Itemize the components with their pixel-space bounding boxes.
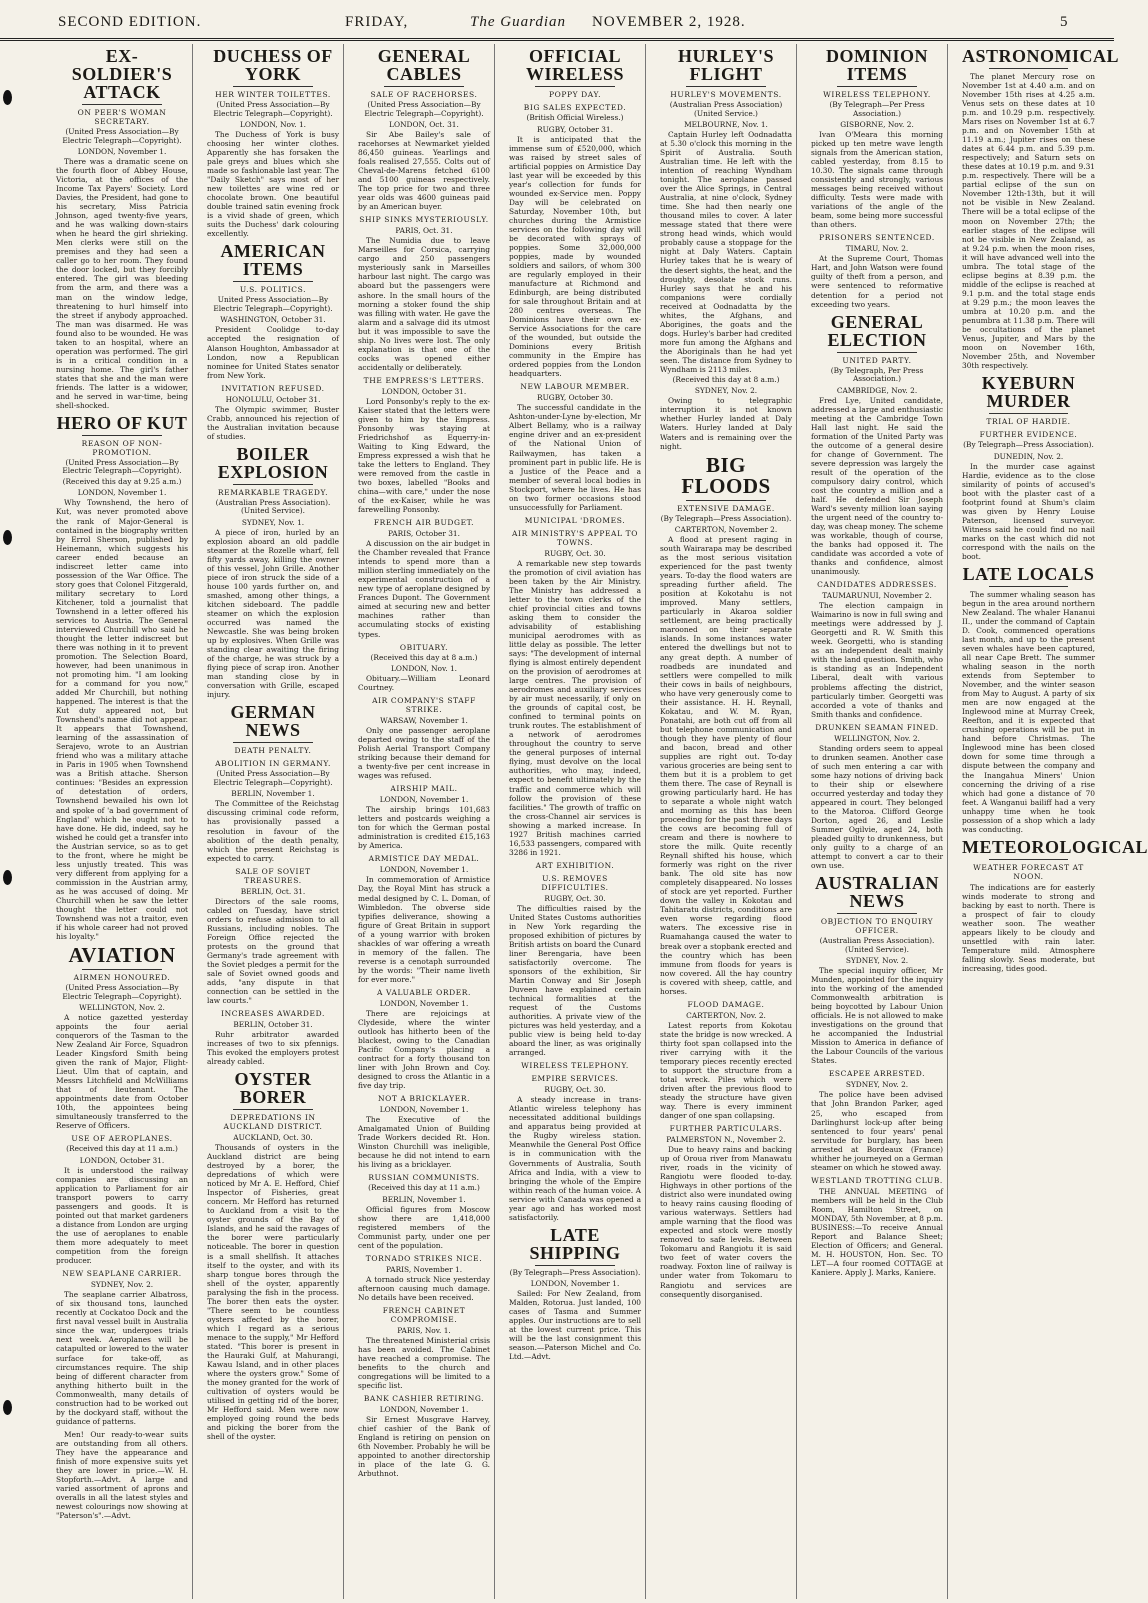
article	[56, 1134, 188, 1265]
divider	[837, 352, 916, 353]
article-body: President Coolidge to-day accepted the resignation of Alanson Houghton, Ambassador at London, now a Republican nominee for United States senator from New York.	[207, 325, 339, 380]
divider	[233, 281, 312, 282]
article-subheading: WIRELESS TELEPHONY.	[521, 1061, 629, 1071]
issue-date: NOVEMBER 2, 1928.	[592, 14, 746, 30]
article	[509, 1061, 641, 1070]
article	[811, 47, 943, 229]
divider	[233, 484, 312, 485]
article-body: Ivan O'Meara this morning picked up ten metre wave length signals from the American station, cabled yesterday, from 8.15 to 10.30. The signals came through consistently and strongly, various messages being received without difficulty. Tests were made with variations of the angle of the beam, some being more successful than others.	[811, 130, 943, 230]
article-headline: EX-SOLDIER'S ATTACK	[71, 46, 173, 102]
article-body: The election campaign in Waimarino is now in full swing and meetings were addressed by J. Georgetti and R. W. Smith this week. Georgetti, who is standing as an independent dealt mainly with the land question. Smith, who is standing as an Independent Liberal, dealt with various problems affecting the district, particularly timber. Georgetti was accorded a vote of thanks and Smith thanks and confidence.	[811, 601, 943, 719]
article	[207, 867, 339, 1005]
article-subheading: SALE OF SOVIET TREASURES.	[235, 866, 311, 885]
article-body: In commemoration of Armistice Day, the Royal Mint has struck a medal designed by C. L. Doman, of Wimbledon. The obverse side typifies deliverance, showing a figure of Great Britain in support of a young warrior with broken shackles of war offering a wreath in memory of the fallen. The reverse is a cenotaph surrounded by the words: "Their name liveth for ever more."	[358, 875, 490, 984]
article-dateline: LONDON, November 1.	[77, 488, 167, 498]
article	[207, 242, 339, 379]
article	[509, 103, 641, 378]
article	[509, 47, 641, 99]
article-dateline: DUNEDIN, Nov. 2.	[993, 451, 1064, 461]
column-2	[203, 44, 344, 1599]
article	[962, 46, 1120, 370]
article-credit: (By Telegraph—Press Association).	[509, 1267, 641, 1277]
article-credit: (United Press Association—By Electric Telegraph—Copyright).	[62, 127, 182, 145]
article-subheading: INVITATION REFUSED.	[221, 383, 325, 393]
article-dateline: CARTERTON, November 2.	[674, 525, 778, 535]
article-dateline: BERLIN, November 1.	[231, 789, 315, 799]
article-credit: (By Telegraph—Per Press Association.)	[829, 100, 925, 118]
article-dateline: RUGBY, Oct. 30.	[544, 893, 606, 903]
article-headline: DUCHESS OF YORK	[213, 46, 333, 84]
article-credit: (United Press Association—By Electric Telegraph—Copyright).	[213, 100, 333, 118]
column-4	[505, 44, 646, 1599]
article-body: Latest reports from Kokotau state the bridge is now wrecked. A thirty foot span collapsed into the river carrying with it the temporary pieces recently erected to support the structure from a total wreck. Piles which were driven after the previous flood to steady the structure have given way. There is every imminent danger of one span collapsing.	[660, 1020, 792, 1120]
article-dateline: RUGBY, Oct. 30.	[544, 548, 606, 558]
article-subheading: RUSSIAN COMMUNISTS.	[368, 1173, 480, 1183]
article-body: A steady increase in trans-Atlantic wireless telephony has necessitated additional buildings and apparatus being provided at the Rugby wireless station. Meanwhile the General Post Office is in communication with the Governments of Australia, South Africa and India, with a view to bringing the whole of the Empire within reach of the human voice. A service with Canada was opened a year ago and has worked most satisfactorily.	[509, 1095, 641, 1222]
article-dateline: RUGBY, October 31.	[537, 124, 613, 134]
article-subheading: CANDIDATES ADDRESSES.	[817, 580, 937, 590]
article-dateline: LONDON, November 1.	[77, 147, 167, 157]
article-credit: (By Telegraph—Press Association).	[660, 513, 792, 523]
article-body: A discussion on the air budget in the Chamber revealed that France intends to spend more than a million sterling immediately on the experimental construction of a new type of aeroplane designed by Frances Dupont. The Government aimed at securing new and better machines rather than accumulating stocks of existing types.	[358, 539, 490, 639]
article-credit: (Australian Press Association). (United Service).	[819, 936, 935, 954]
article-dateline: PARIS, November 1.	[385, 1264, 463, 1274]
divider	[989, 586, 1069, 587]
article-body: Only one passenger aeroplane departed owing to the staff of the Polish Aerial Transport Company striking because their demand for a twenty-five per cent increase in wages was refused.	[358, 726, 490, 781]
article-body: Fred Lye, United candidate, addressed a large and enthusiastic meeting at the Cambridge Town Hall last night. He said the formation of the United Party was the outcome of a general desire for change of Government. The severe depression was largely the result of the operation of the compulsory dairy control, which cost the country a million and a half. He defended Sir Joseph Ward's seventy million loan saying the urgent need of the country to-day, was cheap money. The scheme was workable, though of course, the banks had opposed it. The candidate was accorded a vote of thanks and confidence, almost unanimously.	[811, 395, 944, 577]
article-subheading: ART EXHIBITION.	[535, 860, 615, 870]
article-body: The indications are for easterly winds moderate to strong and backing by east to north. There is a prospect of fair to cloudy weather soon. The weather appears likely to be cloudy and unsettled with rain later. Temperature mild. Atmosphere falling slowly. Seas moderate, but increasing, tides good.	[962, 882, 1095, 974]
article	[207, 759, 339, 862]
article	[811, 1069, 943, 1171]
article-body: It is understood the railway companies are discussing an application to Parliament for air transport powers to carry passengers and goods. It is pointed out that market gardeners a distance from London are urging the use of aeroplanes to enable them more adequately to meet competition from the foreign producer.	[56, 1165, 188, 1266]
article	[509, 516, 641, 525]
article-dateline: CARTERTON, Nov. 2.	[686, 1010, 766, 1020]
article-dateline: LONDON, November 1.	[379, 998, 469, 1008]
divider	[233, 1109, 312, 1110]
article-subheading: WEATHER FORECAST AT NOON.	[973, 862, 1084, 881]
article	[207, 1009, 339, 1066]
article-dateline: WELLINGTON, Nov. 2.	[79, 1003, 165, 1013]
article-dateline: LONDON, Nov. 1.	[390, 664, 458, 674]
article	[358, 988, 490, 1090]
punch-hole-icon	[3, 90, 12, 105]
article-body: Due to heavy rains and backing up of Oroua river from Manawatu river, roads in the vicinity of Rangiotu were flooded to-day. Highways in other portions of the district also were inundated owing to heavy rains causing flooding of various waterways. Settlers had ample warning that the flood was expected and stock were mostly removed to safe levels. Between Tokomaru and Rangiotu it is said two feet of water covers the roadway. Foxton line of railway is under water from Tokomaru to Rangiotu and services are consequently disorganised.	[660, 1145, 792, 1299]
article-subheading: NOT A BRICKLAYER.	[377, 1094, 471, 1104]
article-subheading: INCREASES AWARDED.	[221, 1009, 325, 1018]
newspaper-title: The Guardian	[470, 14, 567, 30]
article-subheading: UNITED PARTY.	[842, 355, 912, 365]
article-body: Captain Hurley left Oodnadatta at 5.30 o'clock this morning in the Spirit of Australia. South Australian time. He left with the intention of reaching Wyndham tonight. The aeroplane passed over the Alice Springs, in Central Australia, at nine o'clock, Sydney time. She had then nearly one thousand miles to cover. A later message stated that there were strong head winds, which would probably cause a stoppage for the night at Daly Waters. Captain Hurley takes that he is weary of the desert sights, the heat, and the droughty, desolate stock runs. Hurley says that he and his companions were cordially received at Oodnadatta by the whites, the Afghans, and Aborigines, the goats and the dogs. Hurley's barber had credited more fun among the Afghans and the Aboriginals than he had yet seen. The distance from Sydney to Wyndham is 2113 miles.	[660, 130, 792, 374]
divider	[837, 86, 916, 87]
article	[509, 861, 641, 870]
article-subheading: TORNADO STRIKES NICE.	[365, 1253, 483, 1263]
received-note: (Received this day at 11 a.m.)	[368, 1183, 480, 1193]
article-subheading: NEW SEAPLANE CARRIER.	[62, 1269, 182, 1279]
article	[358, 784, 490, 850]
article-dateline: AUCKLAND, Oct. 30.	[233, 1133, 313, 1143]
article-dateline: MELBOURNE, Nov. 1.	[684, 120, 768, 130]
article-dateline: SYDNEY, Nov. 2.	[694, 386, 758, 396]
article	[56, 414, 188, 941]
edition-label: SECOND EDITION.	[58, 14, 202, 30]
article-body: Men! Our ready-to-wear suits are outstanding from all others. They have the appearance and finish of more expensive suits yet they are lower in price.—W. H. Stopforth.—Advt. A large and varied assortment of aprons and overalls in all the latest styles and newest colourings now showing at "Paterson's".—Advt.	[56, 1429, 188, 1521]
article-subheading: FURTHER EVIDENCE.	[979, 430, 1078, 440]
article-dateline: TIMARU, Nov. 2.	[845, 244, 909, 254]
article-body: The Numidia due to leave Marseilles for Corsica, carrying cargo and 250 passengers mysteriously sank in Marseilles harbour last night. The cargo was aboard but the passengers were ashore. In the small hours of the morning a stoker found the ship was filling with water. He gave the alarm and a salvage did its utmost but it was impossible to save the ship. No lives were lost. The only explanation is that one of the cocks was opened either accidentally or deliberately.	[358, 236, 490, 372]
article-body: A piece of iron, hurled by an explosion aboard an old paddle steamer at the Rozelle wharf, fell fifty yards away, killing the owner of this vessel, John Grille. Another piece of iron struck the side of a house 100 yards further on, and smashed, among other things, a kitchen sideboard. The paddle steamer on which the explosion occurred was named the Newcastle. She was being broken up by explosives. When Grille was standing clear awaiting the firing of the charge, he was struck by a flying piece of scrap iron. Another man standing close by in conversation with Grille, escaped injury.	[207, 527, 339, 700]
article-dateline: SYDNEY, Nov. 2.	[845, 1080, 909, 1090]
article	[811, 580, 943, 718]
article-body: There are rejoicings at Clydeside, where the winter outlook has hitherto been of the blackest, owing to the Canadian Pacific Company's placing a contract for a forty thousand ton liner with John Brown and Coy. designed to cross the Atlantic in a five day trip.	[358, 1008, 490, 1091]
article	[207, 703, 339, 755]
article-subheading: THE EMPRESS'S LETTERS.	[363, 375, 485, 385]
article-headline: KYEBURN MURDER	[981, 373, 1076, 412]
article-body: The threatened Ministerial crisis has been avoided. The Cabinet have reached a compromise. The benefits to the church and congregations will be limited to a specific list.	[358, 1336, 490, 1391]
article-dateline: LONDON, Nov. 1.	[239, 120, 307, 130]
divider	[535, 86, 614, 87]
article	[962, 374, 1095, 426]
article-body: A tornado struck Nice yesterday afternoon causing much damage. No details have been received.	[358, 1274, 490, 1303]
article-subheading: POPPY DAY.	[548, 90, 602, 99]
received-note: (Received this day at 8 a.m.)	[370, 652, 478, 662]
article	[358, 1094, 490, 1169]
article-dateline: LONDON, November 1.	[379, 865, 469, 875]
article	[358, 1254, 490, 1302]
article-body: Sir Abe Bailey's sale of racehorses at Newmarket yielded 86,450 guineas. Yearlings and foals realised 27,555. Colts out of Cheval-de-Marens fetched 6100 and 5100 guineas respectively. The top price for two and three year olds was 4600 guineas paid by an American buyer.	[358, 130, 490, 212]
article-dateline: LONDON, November 1.	[379, 1405, 469, 1415]
article-subheading: FRENCH AIR BUDGET.	[373, 518, 475, 528]
punch-hole-icon	[3, 530, 12, 545]
article	[56, 942, 188, 1131]
article-subheading: OBJECTION TO ENQUIRY OFFICER.	[820, 917, 934, 936]
article-body: The airship brings 101,683 letters and postcards weighing a ton for which the German postal administration is credited £15,163 by America.	[358, 805, 490, 851]
article	[207, 1070, 339, 1441]
article-credit: (United Press Association—By Electric Telegraph—Copyright).	[62, 457, 182, 476]
divider	[535, 1265, 614, 1266]
article-body: At the Supreme Court, Thomas Hart, and John Watson were found guilty of theft from a person, and were sentenced to reformative detention for a period not exceeding two years.	[811, 254, 943, 309]
article-subheading: BIG SALES EXPECTED.	[523, 103, 627, 112]
article	[811, 874, 943, 1065]
article-headline: GENERAL ELECTION	[827, 311, 927, 350]
article-headline: ASTRONOMICAL	[962, 46, 1120, 66]
article-headline: OFFICIAL WIRELESS	[525, 46, 625, 84]
article	[358, 643, 490, 693]
article-dateline: TAUMARUNUI, November 2.	[822, 591, 932, 601]
article-dateline: WASHINGTON, October 31.	[220, 315, 326, 325]
article-dateline: LONDON, Oct. 31.	[389, 120, 459, 130]
column-1	[52, 44, 193, 1599]
article	[56, 1430, 188, 1520]
column-3	[354, 44, 495, 1599]
article-dateline: BERLIN, November 1.	[382, 1194, 466, 1204]
divider	[82, 435, 161, 436]
article	[56, 1269, 188, 1425]
article-body: It is anticipated that the immense sum of £520,000, which was raised by street sales of artificial poppies on Armistice Day last year will be exceeded by this year's collection for funds for wounded ex-Service men. Poppy Day will be celebrated on Saturday, November 10th, but churches during the Armistice services on the following day will be decorated with sprays of poppies. Some 32,000,000 poppies, made by wounded soldiers and sailors, of whom 300 are regularly employed in their manufacture at Richmond and Edinburgh, are being distributed for sale throughout Britain and at 280 centres overseas. The Dominions have their own ex-Service Associations for the care of the wounded, but outside the Dominions every British community in the Empire has ordered poppies from the London headquarters.	[509, 134, 641, 379]
article-subheading: ABOLITION IN GERMANY.	[215, 759, 331, 769]
article	[660, 1000, 792, 1120]
article-dateline: LONDON, November 1.	[379, 795, 469, 805]
article-dateline: HONOLULU, October 31.	[225, 394, 321, 404]
article-dateline: BERLIN, Oct. 31.	[240, 886, 306, 896]
article-body: Obituary.—William Leonard Courtney.	[358, 674, 490, 693]
article-subheading: OBITUARY.	[399, 642, 449, 652]
article-subheading: WESTLAND TROTTING CLUB.	[811, 1175, 943, 1185]
article-body: Sir Ernest Musgrave Harvey, chief cashier of the Bank of England is retiring on pension on 6th November. Probably he will be appointed to another directorship in place of the late G. G. Arbuthnot.	[358, 1415, 490, 1479]
divider	[989, 859, 1069, 860]
article-dateline: LONDON, October 31.	[381, 386, 467, 396]
article-dateline: GISBORNE, Nov. 2.	[840, 120, 914, 130]
article-body: The police have been advised that John Brandon Parker, aged 25, who escaped from Darlinghurst lock-up after being sentenced to four years' penal servitude for burglary, has been arrested at Bordeaux (France) whither he journeyed on a German steamer on which he stowed away.	[811, 1090, 943, 1172]
article-headline: HERO OF KUT	[56, 412, 188, 433]
page-number: 5	[1060, 14, 1069, 30]
punch-hole-icon	[3, 1400, 12, 1415]
divider	[686, 86, 765, 87]
article-subheading: BANK CASHIER RETIRING.	[363, 1394, 485, 1404]
article-body: Sailed: For New Zealand, from Malden, Rotorua. Just landed, 100 cases of Tasma and Summer apples. Our instructions are to sell at the lowest current price. This will be the last consignment this season.—Paterson Michel and Co. Ltd.—Advt.	[509, 1289, 641, 1362]
article-subheading: DEPREDATIONS IN AUCKLAND DISTRICT.	[223, 1113, 323, 1132]
article-dateline: LONDON, November 1.	[379, 1105, 469, 1115]
article-subheading: AIR COMPANY'S STAFF STRIKE.	[372, 696, 476, 715]
article-body: The seaplane carrier Albatross, of six thousand tons, launched recently at Cockatoo Dock and the first naval vessel built in Australia since the war, undergoes trials next week. Aeroplanes will be catapulted or lowered to the water surface for take-off, as circumstances require. The ship being of different character from anything hitherto built in the Commonwealth, many details of construction had to be worked out by the dockyard staff, without the guidance of patterns.	[56, 1290, 188, 1426]
article	[660, 47, 792, 451]
article-subheading: EMPIRE SERVICES.	[531, 1074, 619, 1084]
article-subheading: U.S. REMOVES DIFFICULTIES.	[541, 873, 609, 892]
article-dateline: RUGBY, October 30.	[537, 393, 613, 403]
article-body: The Olympic swimmer, Buster Crabb, announced his rejection of the Australian invitation because of studies.	[207, 404, 339, 441]
article-body: The summer whaling season has begun in the area around northern New Zealand. The whaler Hananui II., under the command of Captain D. Cook, commenced operations last month, and up to the present seven whales have been captured, all near Cape Brett. The summer whaling season in the north extends from September to November, and the winter season from May to August. A party of six men are now engaged at the Inglewood mine at Murray Creek, Reefton, and it is expected that crushing operations will be put in hand before Christmas. The Inglewood mine has been closed down for some time through a dispute between the company and the Inangahua Miners' Union concerning the driving of a rise which had gone a distance of 70 feet. A Wanganui bailiff had a very unhappy time when he took possession of a shop which a lady was conducting.	[962, 589, 1095, 834]
article-credit: (British Official Wireless.)	[526, 113, 624, 122]
article-subheading: DRUNKEN SEAMAN FINED.	[815, 722, 939, 732]
article-body: Owing to telegraphic interruption it is not known whether Hurley landed at Daly Waters. Hurley landed at Daly Waters and is remaining over the night.	[660, 396, 792, 451]
article-dateline: LONDON, November 1.	[530, 1279, 620, 1289]
article	[811, 1176, 943, 1277]
article-credit: United Press Association—By Electric Telegraph—Copyright).	[213, 295, 333, 313]
article-dateline: CAMBRIDGE, Nov. 2.	[836, 385, 918, 395]
divider	[989, 68, 1069, 69]
received-note: (Received this day at 11 a.m.)	[66, 1144, 178, 1154]
divider	[989, 413, 1069, 414]
column-7	[958, 44, 1148, 1599]
article-subheading: REMARKABLE TRAGEDY.	[217, 487, 329, 497]
masthead	[0, 0, 1114, 41]
article-headline: BIG FLOODS	[681, 452, 771, 498]
article-subheading: NEW LABOUR MEMBER.	[520, 382, 630, 392]
article-body: The Duchess of York is busy choosing her winter clothes. Apparently she has forsaken the pale greys and blues which she made so fashionable last year. The "Daily Sketch" says most of her new toilettes are wine red or chocolate brown. One beautiful double trained satin evening frock is a vivid shade of green, which suits the Duchess' dark colouring excellently.	[207, 130, 339, 239]
article-dateline: SYDNEY, Nov. 2.	[845, 956, 909, 966]
article-headline: BOILER EXPLOSION	[217, 443, 329, 482]
newspaper-columns	[52, 44, 1148, 1599]
article	[509, 1226, 641, 1362]
article-subheading: DEATH PENALTY.	[234, 746, 312, 756]
article-dateline: PARIS, Oct. 31.	[395, 226, 453, 236]
article	[811, 233, 943, 308]
divider	[82, 969, 161, 970]
article-subheading: FLOOD DAMAGE.	[687, 999, 765, 1009]
article-subheading: A VALUABLE ORDER.	[376, 987, 472, 997]
article	[207, 384, 339, 441]
article	[660, 452, 792, 996]
article-dateline: BERLIN, October 31.	[233, 1020, 313, 1029]
article-dateline: PALMERSTON N., November 2.	[666, 1135, 786, 1145]
article-body: A flood at present raging in south Wairarapa may be described as the most serious visitation experienced for the past twenty years. To-day the flood waters are spreading further afield. The position at Kokotahu is not improved. Many settlers, particularly in Akaroa soldier settlement, are being practically marooned on their separate islands. In some instances water entered the dwellings but not to any great depth. A number of roadbeds are inundated and settlers were compelled to milk their cows in bails of neighbours, who have very generously come to their assistance. H. H. Reynall, Kokatau, and W. M. Ryan, Ponatahi, are both cut off from all but telephone communication and though they have plenty of flour and bacon, bread and other supplies are right out. To-day various groceries are being sent to them but it is a problem to get them there. The case of Reynall is growing particularly hard. He has to separate a whole night watch and morning as this has been proceeding for the past three days the cows are becoming full of cream and there is nowhere to store the milk. Quite recently Reynall shifted his house, which formerly was right on the river bank. The old site has now completely disappeared. No losses of stock are yet reported. Further down the valley in Kokotau and Tahitaratu districts, conditions are even worse regarding flood waters. The excessive rise in Ruamahanga caused the water to break over a stopbank erected and the country which has been immune from floods for years is now covered. All the hay country is covered with sheep, cattle, and horses.	[660, 535, 792, 996]
article	[358, 215, 490, 371]
article	[962, 430, 1095, 561]
article-dateline: SYDNEY, Nov. 2.	[90, 1280, 154, 1290]
divider	[82, 104, 161, 105]
article	[509, 1074, 641, 1221]
article-subheading: U.S. POLITICS.	[239, 285, 307, 295]
article-credit: (United Press Association—By Electric Telegraph—Copyright).	[213, 769, 333, 787]
article	[811, 313, 943, 577]
article-subheading: SHIP SINKS MYSTERIOUSLY.	[359, 215, 489, 225]
article-body: The special inquiry officer, Mr Munden, appointed for the inquiry into the working of the amended Commonwealth arbitration is being boycotted by Labour Union officials. He is not allowed to make investigations on the ground that he accompanied the Industrial Mission to America in defiance of the Labour Councils of the various States.	[811, 966, 943, 1066]
article-subheading: ARMISTICE DAY MEDAL.	[368, 854, 480, 864]
article-dateline: WARSAW, November 1.	[380, 716, 468, 726]
article-body: Thousands of oysters in the Auckland district are being destroyed by a borer, the depredations of which were noticed by Mr A. E. Hefford, Chief Inspector of Fisheries, great concern. Mr Hefford has returned to Auckland from a visit to the oyster grounds of the Bay of Islands, and he said the ravages of the borer were particularly noticeable. The borer in question is a small shellfish. It attaches itself to the oyster, and with its sharp tongue bores through the shell of the oyster, apparently paralysing the fish in the process. The borer then eats the oyster. "There seem to be countless oysters affected by the borer, which I regard as a serious menace to the supply," Mr Hefford stated. "This borer is present in the Hauraki Gulf, at Mahurangi, Kawau Island, and in other places where the oysters grow." Some of the money granted for the work of cultivation of oysters would be utilised in getting rid of the borer, Mr Hefford said. Men were now employed going round the beds and picking the borer from the shell of the oyster.	[207, 1143, 339, 1442]
received-note: (Received this day at 9.25 a.m.)	[62, 476, 182, 486]
article-body: The successful candidate in the Ashton-under-Lyne by-election, Mr Albert Bellamy, who is a railway engine driver and an ex-president of the National Union of Railwaymen, has taken a prominent part in public life. He is a Justice of the Peace and a member of several local bodies in Stockport, where he lives. He has on two former occasions stood unsuccessfully for Parliament.	[509, 403, 641, 512]
article-credit: (By Telegraph—Press Association).	[963, 440, 1094, 450]
article-headline: AUSTRALIAN NEWS	[814, 873, 940, 912]
article	[509, 874, 641, 1058]
article	[358, 1173, 490, 1250]
article-headline: LATE SHIPPING	[529, 1224, 621, 1263]
article-headline: GENERAL CABLES	[377, 46, 471, 84]
article-subheading: MUNICIPAL 'DROMES.	[524, 515, 626, 525]
article	[207, 445, 339, 700]
article-credit: (Australian Press Association) (United Service.)	[669, 100, 783, 118]
article	[660, 1124, 792, 1299]
article-subheading: PRISONERS SENTENCED.	[819, 233, 935, 243]
divider	[384, 86, 463, 87]
article-credit: (Australian Press Association). (United Service).	[215, 497, 331, 516]
article-subheading: HURLEY'S MOVEMENTS.	[670, 90, 782, 99]
divider	[233, 742, 312, 743]
article-subheading: AIRMEN HONOURED.	[73, 972, 171, 982]
article	[358, 376, 490, 514]
article-credit: (United Press Association—By Electric Telegraph—Copyright).	[364, 100, 484, 118]
article-body: The Committee of the Reichstag discussing criminal code reform, has provisionally passed a resolution in favour of the abolition of the death penalty, which the present Reichstag is expected to carry.	[207, 799, 339, 863]
article	[207, 47, 339, 238]
article-body: Lord Ponsonby's reply to the ex-Kaiser stated that the letters were given to him by the Empress. Ponsonby was staying at Friedrichshof as Equerry-in-Waiting to King Edward, the Empress expressed a wish that he take the letters to England. They were removed from the castle in two boxes, labelled "Books and china—with care," under the nose of the ex-Kaiser, while he was farewelling Ponsonby.	[358, 396, 490, 515]
column-5	[656, 44, 797, 1599]
article-subheading: SALE OF RACEHORSES.	[370, 90, 478, 99]
divider	[837, 913, 916, 914]
article-body: The Executive of the Amalgamated Union of Building Trade Workers decided Rt. Hon. Winston Churchill was ineligible, because he did not intend to earn his living as a bricklayer.	[358, 1115, 490, 1170]
article-subheading: USE OF AEROPLANES.	[71, 1134, 173, 1144]
article-headline: AVIATION	[68, 942, 176, 967]
article-dateline: LONDON, October 31.	[79, 1155, 165, 1165]
article	[358, 1306, 490, 1390]
article-body: The difficulties raised by the United States Customs authorities in New York regarding the proposed exhibition of pictures by British artists on board the Cunard liner Berengaria, have been satisfactorily overcome. The sponsors of the exhibition, Sir Martin Conway and Sir Joseph Duveen have explained certain technical formalities at the request of the Customs authorities. A private view of the pictures was held yesterday, and a public view is being held to-day aboard the liner, as was originally arranged.	[509, 903, 641, 1058]
article-dateline: PARIS, Nov. 1.	[397, 1326, 451, 1336]
article-headline: METEOROLOGICAL	[962, 836, 1148, 857]
day-label: FRIDAY,	[345, 14, 409, 30]
article-headline: DOMINION ITEMS	[826, 46, 928, 84]
article-subheading: FRENCH CABINET COMPROMISE.	[382, 1306, 466, 1325]
article-subheading: AIRSHIP MAIL.	[390, 784, 458, 794]
article-subheading: WIRELESS TELEPHONY.	[823, 90, 931, 99]
article	[358, 854, 490, 983]
article-subheading: REASON OF NON-PROMOTION.	[81, 438, 163, 457]
article-body: Standing orders seem to appeal to drunken seamen. Another case of such men entering a car with some hazy notions of driving back to their ship or elsewhere occurred yesterday and today they appeared in court. They belonged to the Matoroa. Clifford George Dorton, aged 26, and Leslie Summer Ogilvie, aged 24, both pleaded guilty to drunkenness, but only guilty to a charge of an attempt to convert a car to their own use.	[811, 743, 943, 871]
article-headline: AMERICAN ITEMS	[220, 241, 326, 280]
divider	[233, 86, 312, 87]
article-headline: OYSTER BORER	[234, 1069, 312, 1108]
article-headline: HURLEY'S FLIGHT	[677, 46, 775, 84]
article	[358, 518, 490, 638]
article-body: In the murder case against Hardie, evidence as to the close similarity of points of accused's boot with the plaster cast of a footprint found at Shum's claim was given by Henry Louise Paterson, licensed surveyor. Witness said he could find no nail marks on the cast which did not correspond with the nails on the boot.	[962, 461, 1095, 561]
article	[811, 723, 943, 870]
article	[962, 565, 1095, 834]
article	[962, 836, 1148, 974]
received-note: (Received this day at 8 a.m.)	[672, 374, 780, 384]
article-body: The planet Mercury rose on November 1st at 4.40 a.m. and on November 15th rises at 4.25 a.m. Venus sets on these dates at 10 p.m. and 10.29 p.m. respectively. Mars rises on November 1st at 6.7 p.m. and on November 15th at 11.19 a.m.; Jupiter rises on these dates at 6.44 p.m. and 5.39 p.m. respectively; and Saturn sets on these dates at 10.19 p.m. and 9.31 p.m. respectively. There will be a partial eclipse of the sun on November 12th-13th, but it will not be visible in New Zealand. There will be a total eclipse of the moon on November 27th; the earlier stages of the eclipse will not be visible in New Zealand, as at 9.24 p.m. when the moon rises, it will have advanced well into the umbra. The total stage of the eclipse begins at 8.39 p.m. the middle of the eclipse is reached at 9.1 p.m. and the total stage ends at 9.29 p.m.; the moon leaves the umbra at 10.20 p.m. and the penumbra at 11.38 p.m. There will be occultations of the planet Venus, Jupiter, and Mars by the moon on November 16th, November 25th, and November 30th respectively.	[962, 72, 1095, 370]
article-dateline: PARIS, October 31.	[388, 529, 460, 539]
article-body: A remarkable new step towards the promotion of civil aviation has been taken by the Air Ministry. The Ministry has addressed a letter to the town clerks of the chief provincial cities and towns asking them to consider the advisability of establishing municipal aerodromes with as little delay as possible. The letter says: "The development of internal flying is almost entirely dependent on the provision of aerodromes at large centres. The provision of aerodromes and auxiliary services by air must necessarily, if only on the grounds of capital cost, be confined to terminal points on trunk routes. The establishment of a network of aerodromes throughout the country to serve the general purposes of internal flying, must devolve on the local authorities, who may, indeed, expect to benefit ultimately by the traffic and commerce which will follow the provision of these facilities." The growth of traffic on the cross-Channel air services is showing a marked increase. In 1927 British machines carried 16,533 passengers, compared with 3286 in 1921.	[509, 558, 641, 857]
article-subheading: ESCAPEE ARRESTED.	[828, 1069, 926, 1079]
divider	[686, 500, 765, 501]
article	[358, 47, 490, 211]
article-body: A notice gazetted yesterday appoints the four aerial conquerors of the Tasman to the New Zealand Air Force, Squadron Leader Kingsford Smith being given the rank of Major, Flight-Lieut. Ulm that of captain, and Messrs Litchfield and McWilliams that of lieutenant. The appointments date from October 10th, the appointees being simultaneously transferred to the Reserve of Officers.	[56, 1013, 188, 1131]
article-dateline: RUGBY, Oct. 30.	[544, 1085, 606, 1095]
article	[358, 1394, 490, 1478]
article-body: Official figures from Moscow show there are 1,418,000 registered members of the Communist party, under one per cent of the population.	[358, 1204, 490, 1250]
article-dateline: WELLINGTON, Nov. 2.	[834, 733, 920, 743]
article-subheading: AIR MINISTRY'S APPEAL TO TOWNS.	[512, 528, 638, 547]
article-subheading: FURTHER PARTICULARS.	[669, 1124, 783, 1134]
article-subheading: HER WINTER TOILETTES.	[215, 90, 331, 99]
article-credit: (By Telegraph, Per Press Association.)	[830, 365, 924, 384]
article-body: There was a dramatic scene on the fourth floor of Abbey House, Victoria, at the offices of the Income Tax Payers' Society. Lord Davies, the President, had gone to his secretary, Miss Patricia Johnson, aged twenty-five years, and he was walking down-stairs when he heard the girl shrieking. Men clerks were still on the premises and they had seen a caller go to her room. They found the door locked, but they forcibly entered. The girl was bleeding from the arm, and there was a man on the window ledge, threatening to hurl himself into the street if anybody approached. The man was disarmed. He was found also to be wounded. He was taken to an hospital, where an operation was performed. The girl is in a critical condition in a nursing home. The girl's father states that she and the man were friends. The latter is a widower, and he served in war-time, being shell-shocked.	[56, 157, 188, 410]
article-body: Why Townshend, the hero of Kut, was never promoted above the rank of Major-General is contained in the biography written by Errol Sherson, published by Heinemann, which suggests his career ended because an indiscreet letter came into possession of the War Office. The story goes that Colonel Fitzgerald, military secretary to Lord Kitchener, told a journalist that Townshend in a letter offered his services to Austria. The General interviewed Churchill who said he thought the letter indiscreet but there was nothing in it to prevent promotion. The Selection Board, however, had been unanimous in not promoting him. "I am looking for a command for you now," added Mr Churchill, but nothing happened. The interest is that the Kut duty appeared not, but Townshend's name did not appear. It appears that Townshend, learning of the assassination of Serajevo, wrote to an Austrian friend who was a military attache in Paris in 1905 when Townshend was a British attache. Sherson continues: "Besides an expression of detestation of orders, Townshend bewailed his own lot and spoke of 'a bad government of England' which he ought not to have done. He did, indeed, say he wished he could get a transfer into the Austrian service, so as to get to the front, where he might be less unjustly treated. This was very different from applying for a commission in the Austrian army, as he was accused of doing. Mr Churchill when he saw the letter thought the letter could not Townshend was not a traitor, even if his whole career had not proved his loyalty."	[56, 498, 188, 941]
article-body: THE ANNUAL MEETING of members will be held in the Club Room, Hamilton Street, on MONDAY, 5th November, at 8 p.m. BUSINESS:—To receive Annual Report and Balance Sheet; Election of Officers; and General. M. H. HOUSTON, Hon. Sec. TO LET—A four roomed COTTAGE at Kaniere. Apply J. Marks, Kaniere.	[811, 1186, 943, 1277]
article-body: Directors of the sale rooms, cabled on Tuesday, have strict orders to refuse admission to all Russians, including nobles. The Foreign Office rejected the protests on the ground that Germany's trade agreement with the Soviet pledges a permit for the sale of Soviet owned goods and adds, "any dispute in that connection can be settled in the law courts."	[207, 896, 339, 1005]
article-headline: GERMAN NEWS	[230, 702, 316, 741]
article-headline: LATE LOCALS	[962, 563, 1095, 584]
article-dateline: SYDNEY, Nov. 1.	[241, 517, 305, 527]
article-body: Ruhr arbitrator awarded increases of two to six pfennigs. This evoked the employers protest already cabled.	[207, 1030, 339, 1067]
article-subheading: ON PEER'S WOMAN SECRETARY.	[77, 108, 167, 126]
article	[509, 382, 641, 511]
article	[509, 529, 641, 857]
article	[56, 47, 188, 410]
article-subheading: EXTENSIVE DAMAGE.	[677, 503, 775, 513]
article-credit: (United Press Association—By Electric Telegraph—Copyright).	[62, 982, 182, 1001]
article	[358, 696, 490, 780]
punch-hole-icon	[3, 870, 12, 885]
column-6	[807, 44, 948, 1599]
article-subheading: TRIAL OF HARDIE.	[986, 417, 1071, 427]
